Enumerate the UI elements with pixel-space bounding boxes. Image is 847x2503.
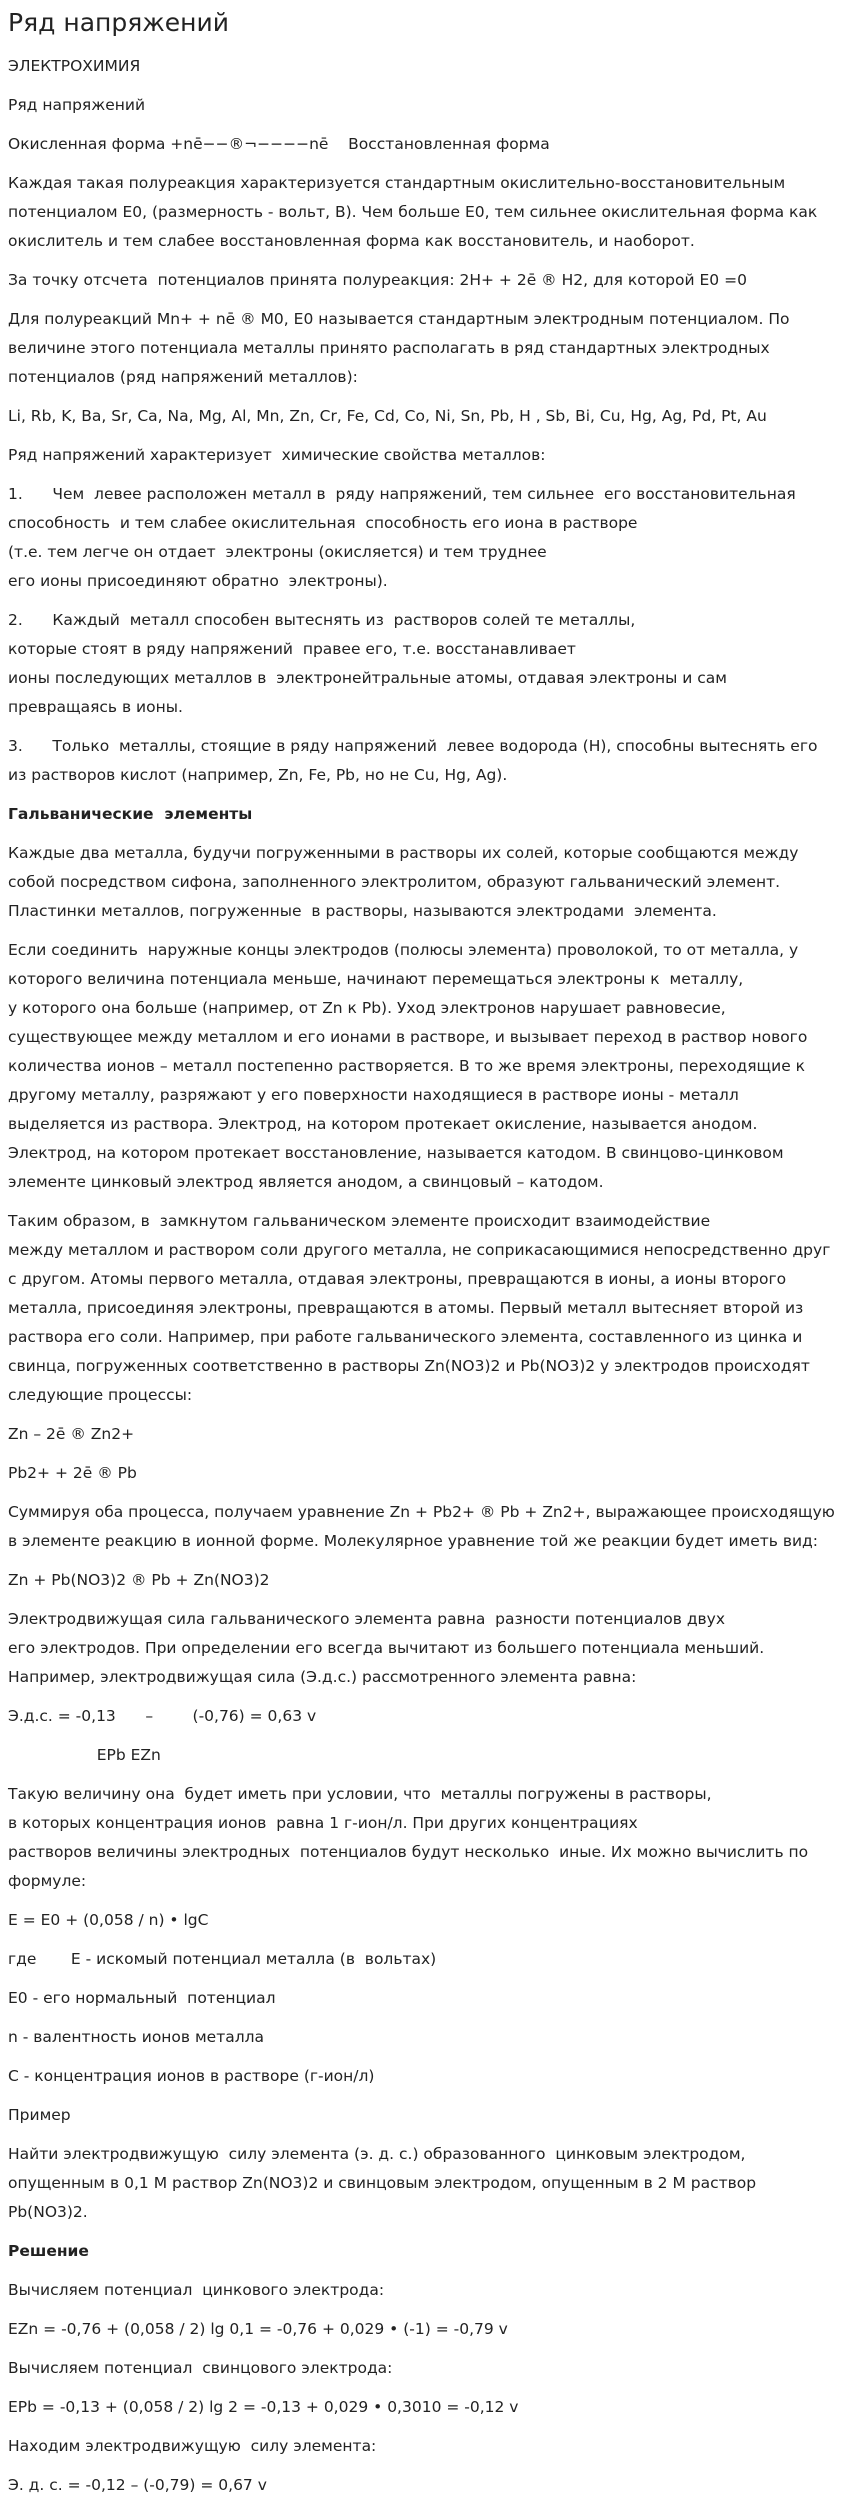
document-body (8, 52, 839, 2500)
paragraph: 3. Только металлы, стоящие в ряду напряжений левее водорода (H), способны вытеснять его из растворов кислот (например, Zn, Fe, Pb, но не Cu, Hg, Ag). (8, 737, 823, 784)
paragraph: E0 - его нормальный потенциал (8, 1989, 276, 2007)
paragraph: Вычисляем потенциал цинкового электрода: (8, 2281, 385, 2299)
paragraph: Zn – 2ē ® Zn2+ (8, 1425, 135, 1443)
paragraph: 1. Чем левее расположен металл в ряду напряжений, тем сильнее его восстановительная способность и тем слабее окислительная способность его иона в растворе (т.е. тем легче он отдает электроны (окисляется) и тем труднее его ионы присоединяют обратно электроны). (8, 485, 796, 590)
paragraph: EZn = -0,76 + (0,058 / 2) lg 0,1 = -0,76 + 0,029 • (-1) = -0,79 v (8, 2320, 508, 2338)
paragraph: Э.д.с. = -0,13 – (-0,76) = 0,63 v (8, 1707, 317, 1725)
paragraph: Pb2+ + 2ē ® Pb (8, 1464, 137, 1482)
paragraph: С - концентрация ионов в растворе (г-ион/л) (8, 2067, 375, 2085)
paragraph: n - валентность ионов металла (8, 2028, 265, 2046)
paragraph: ЭЛЕКТРОХИМИЯ (8, 57, 141, 75)
page-title: Ряд напряжений (8, 8, 230, 37)
paragraph: Окисленная форма +nē−−®¬−−−−nē Восстановленная форма (8, 135, 550, 153)
paragraph: Э. д. с. = -0,12 – (-0,79) = 0,67 v (8, 2476, 267, 2494)
paragraph: Находим электродвижущую силу элемента: (8, 2437, 377, 2455)
paragraph: Если соединить наружные концы электродов (полюсы элемента) проволокой, то от металла, у которого величина потенциала меньше, начинают перемещаться электроны к металлу, у которого она больше (например, от Zn к Pb). Уход электронов нарушает равновесие, существующее между металлом и его ионами в растворе, и вызывает переход в раствор нового количества ионов – металл постепенно растворяется. В то же время электроны, переходящие к другому металлу, разряжают у его поверхности находящиеся в растворе ионы - металл выделяется из раствора. Электрод, на котором протекает окисление, называется анодом. Электрод, на котором протекает восстановление, называется катодом. В свинцово-цинковом элементе цинковый электрод является анодом, а свинцовый – катодом. (8, 941, 808, 1191)
section-heading: Гальванические элементы (8, 805, 253, 823)
section-heading: Решение (8, 2242, 89, 2260)
paragraph: E = E0 + (0,058 / n) • lgC (8, 1911, 209, 1929)
paragraph: Таким образом, в замкнутом гальваническом элементе происходит взаимодействие между металлом и раствором соли другого металла, не соприкасающимися непосредственно друг с другом. Атомы первого металла, отдавая электроны, превращаются в ионы, а ионы второго металла, присоединяя электроны, превращаются в атомы. Первый металл вытесняет второй из раствора его соли. Например, при работе гальванического элемента, составленного из цинка и свинца, погруженных соответственно в растворы Zn(NO3)2 и Pb(NO3)2 у электродов происходят следующие процессы: (8, 1212, 831, 1404)
paragraph: Найти электродвижущую силу элемента (э. д. с.) образованного цинковым электродом, опущенным в 0,1 М раствор Zn(NO3)2 и свинцовым электродом, опущенным в 2 М раствор Pb(NO3)2. (8, 2145, 762, 2221)
paragraph: Пример (8, 2106, 71, 2124)
paragraph: Электродвижущая сила гальванического элемента равна разности потенциалов двух его электродов. При определении его всегда вычитают из большего потенциала меньший. Например, электродвижущая сила (Э.д.с.) рассмотренного элемента равна: (8, 1610, 765, 1686)
paragraph: Ряд напряжений (8, 96, 146, 114)
paragraph: Вычисляем потенциал свинцового электрода: (8, 2359, 393, 2377)
paragraph: Li, Rb, K, Ba, Sr, Ca, Na, Mg, Al, Mn, Zn, Cr, Fe, Cd, Co, Ni, Sn, Pb, H , Sb, Bi, Cu, Hg, Ag, Pd, Pt, Au (8, 407, 767, 425)
paragraph: 2. Каждый металл способен вытеснять из растворов солей те металлы, которые стоят в ряду напряжений правее его, т.е. восстанавливает ионы последующих металлов в электронейтральные атомы, отдавая электроны и сам превращаясь в ионы. (8, 611, 727, 716)
paragraph: EPb = -0,13 + (0,058 / 2) lg 2 = -0,13 + 0,029 • 0,3010 = -0,12 v (8, 2398, 519, 2416)
paragraph: За точку отсчета потенциалов принята полуреакция: 2H+ + 2ē ® H2, для которой E0 =0 (8, 271, 747, 289)
paragraph: Ряд напряжений характеризует химические свойства металлов: (8, 446, 546, 464)
paragraph: EPb EZn (8, 1746, 161, 1764)
paragraph: Zn + Pb(NO3)2 ® Pb + Zn(NO3)2 (8, 1571, 270, 1589)
paragraph: Каждые два металла, будучи погруженными в растворы их солей, которые сообщаются между собой посредством сифона, заполненного электролитом, образуют гальванический элемент. Пластинки металлов, погруженные в растворы, называются электродами элемента. (8, 844, 804, 920)
paragraph: Такую величину она будет иметь при условии, что металлы погружены в растворы, в которых концентрация ионов равна 1 г-ион/л. При других концентрациях растворов величины электродных потенциалов будут несколько иные. Их можно вычислить по формуле: (8, 1785, 809, 1890)
paragraph: Для полуреакций Mn+ + nē ® M0, E0 называется стандартным электродным потенциалом. По величине этого потенциала металлы принято располагать в ряд стандартных электродных потенциалов (ряд напряжений металлов): (8, 310, 795, 386)
paragraph: Каждая такая полуреакция характеризуется стандартным окислительно-восстановительным потенциалом E0, (размерность - вольт, В). Чем больше E0, тем сильнее окислительная форма как окислитель и тем слабее восстановленная форма как восстановитель, и наоборот. (8, 174, 823, 250)
paragraph: где E - искомый потенциал металла (в вольтах) (8, 1950, 437, 1968)
paragraph: Суммируя оба процесса, получаем уравнение Zn + Pb2+ ® Pb + Zn2+, выражающее происходящую в элементе реакцию в ионной форме. Молекулярное уравнение той же реакции будет иметь вид: (8, 1503, 840, 1550)
